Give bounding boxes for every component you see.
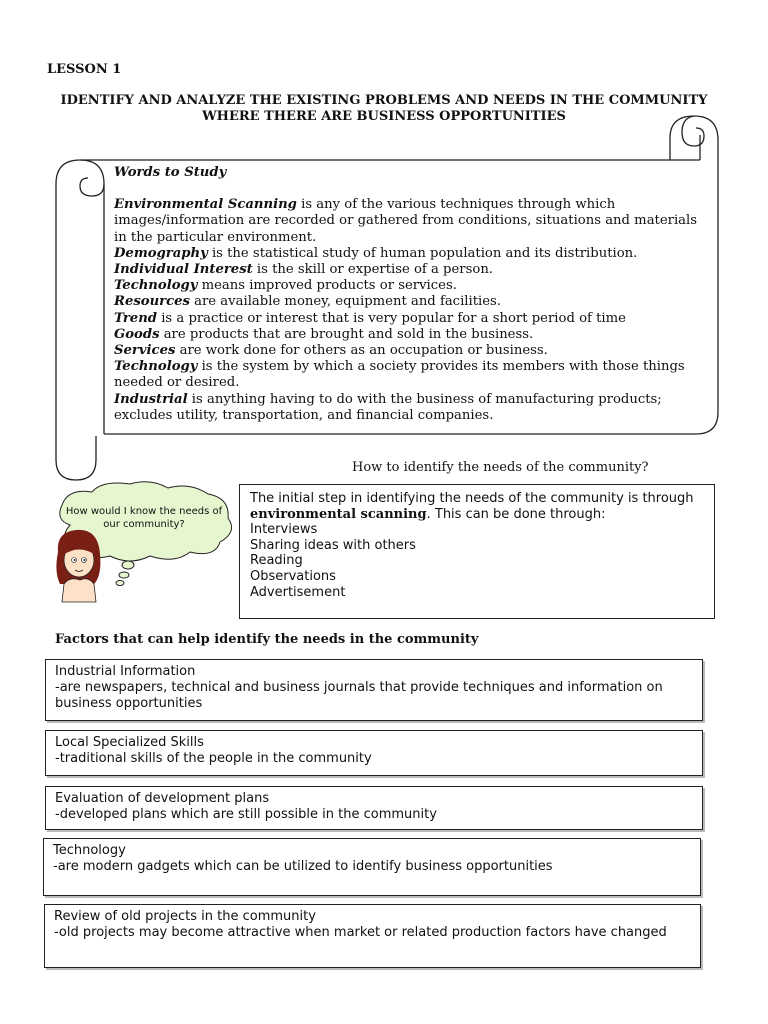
- scanning-intro: [250, 491, 694, 522]
- scanning-intro-bold: environmental scanning: [250, 506, 427, 522]
- definition-term: Technology: [114, 359, 198, 375]
- definition-item: [114, 392, 704, 424]
- factor-title: Local Specialized Skills: [55, 735, 204, 750]
- scan-item: Sharing ideas with others: [250, 537, 416, 553]
- factor-box: [43, 838, 701, 896]
- factor-title: Technology: [53, 843, 126, 858]
- definition-term: Services: [114, 343, 176, 359]
- factors-heading: Factors that can help identify the needs in the community: [55, 632, 479, 647]
- factor-desc: -traditional skills of the people in the community: [55, 751, 372, 766]
- definition-item: [114, 343, 704, 359]
- factor-desc: -are modern gadgets which can be utilized to identify business opportunities: [53, 859, 553, 874]
- environmental-scanning-box: [239, 484, 715, 619]
- definition-term: Goods: [114, 326, 160, 342]
- definition-text: are available money, equipment and facilities.: [189, 294, 502, 310]
- words-to-study-section: [114, 165, 704, 424]
- definition-item: [114, 327, 704, 343]
- definition-term: Environmental Scanning: [114, 197, 297, 213]
- scan-item: Interviews: [250, 522, 318, 538]
- factor-desc: -developed plans which are still possible in the community: [55, 807, 437, 822]
- definition-term: Industrial: [114, 391, 188, 407]
- definition-term: Resources: [114, 294, 190, 310]
- definition-text: is anything having to do with the business of manufacturing products; excludes utility, transportation, and financial companies.: [114, 391, 662, 423]
- scan-item: Advertisement: [250, 584, 346, 600]
- factor-box: [45, 659, 703, 721]
- definition-item: [114, 262, 704, 278]
- scan-item: Observations: [250, 568, 336, 584]
- definition-term: Individual Interest: [114, 262, 253, 278]
- thought-bubble-text: How would I know the needs of our community?: [65, 506, 223, 530]
- scan-item: Reading: [250, 553, 303, 569]
- definition-text: is any of the various techniques through which images/information are recorded or gathered from conditions, situations and materials in the particular environment.: [114, 197, 698, 245]
- factor-desc: -old projects may become attractive when market or related production factors have changed: [54, 925, 667, 940]
- scanning-intro-after: . This can be done through:: [426, 506, 606, 522]
- definition-term: Technology: [114, 278, 198, 294]
- factor-box: [44, 904, 701, 968]
- definition-text: is the skill or expertise of a person.: [252, 262, 493, 278]
- girl-icon: [56, 530, 100, 602]
- definition-text: is a practice or interest that is very popular for a short period of time: [157, 310, 626, 326]
- factor-title: Review of old projects in the community: [54, 909, 316, 924]
- thinking-girl-illustration: [50, 480, 240, 610]
- factor-title: Evaluation of development plans: [55, 791, 270, 806]
- definition-item: [114, 294, 704, 310]
- definition-text: is the system by which a society provides its members with those things needed or desired.: [114, 359, 685, 391]
- factor-desc: -are newspapers, technical and business journals that provide techniques and information on business opportunities: [55, 680, 663, 711]
- definition-text: means improved products or services.: [197, 278, 457, 294]
- how-to-identify-question: How to identify the needs of the community?: [352, 460, 649, 475]
- definition-term: Trend: [114, 310, 158, 326]
- definition-text: are work done for others as an occupation or business.: [175, 343, 548, 359]
- lesson-label: LESSON 1: [47, 62, 122, 77]
- page-title-line-1: IDENTIFY AND ANALYZE THE EXISTING PROBLEMS AND NEEDS IN THE COMMUNITY: [60, 93, 708, 108]
- definition-term: Demography: [114, 245, 208, 261]
- page-title-line-2: WHERE THERE ARE BUSINESS OPPORTUNITIES: [202, 109, 566, 124]
- definition-item: [114, 311, 704, 327]
- definition-item: [114, 246, 704, 262]
- definition-item: [114, 278, 704, 294]
- scanning-intro-text: The initial step in identifying the needs of the community is through: [250, 491, 694, 506]
- definition-list: [114, 197, 704, 424]
- words-to-study-heading: Words to Study: [114, 165, 227, 180]
- factor-box: [45, 786, 703, 830]
- definition-text: are products that are brought and sold in the business.: [159, 326, 534, 342]
- factor-box: [45, 730, 703, 776]
- definition-item: [114, 359, 704, 391]
- definition-text: is the statistical study of human population and its distribution.: [207, 245, 638, 261]
- factor-title: Industrial Information: [55, 664, 196, 679]
- definition-item: [114, 197, 704, 246]
